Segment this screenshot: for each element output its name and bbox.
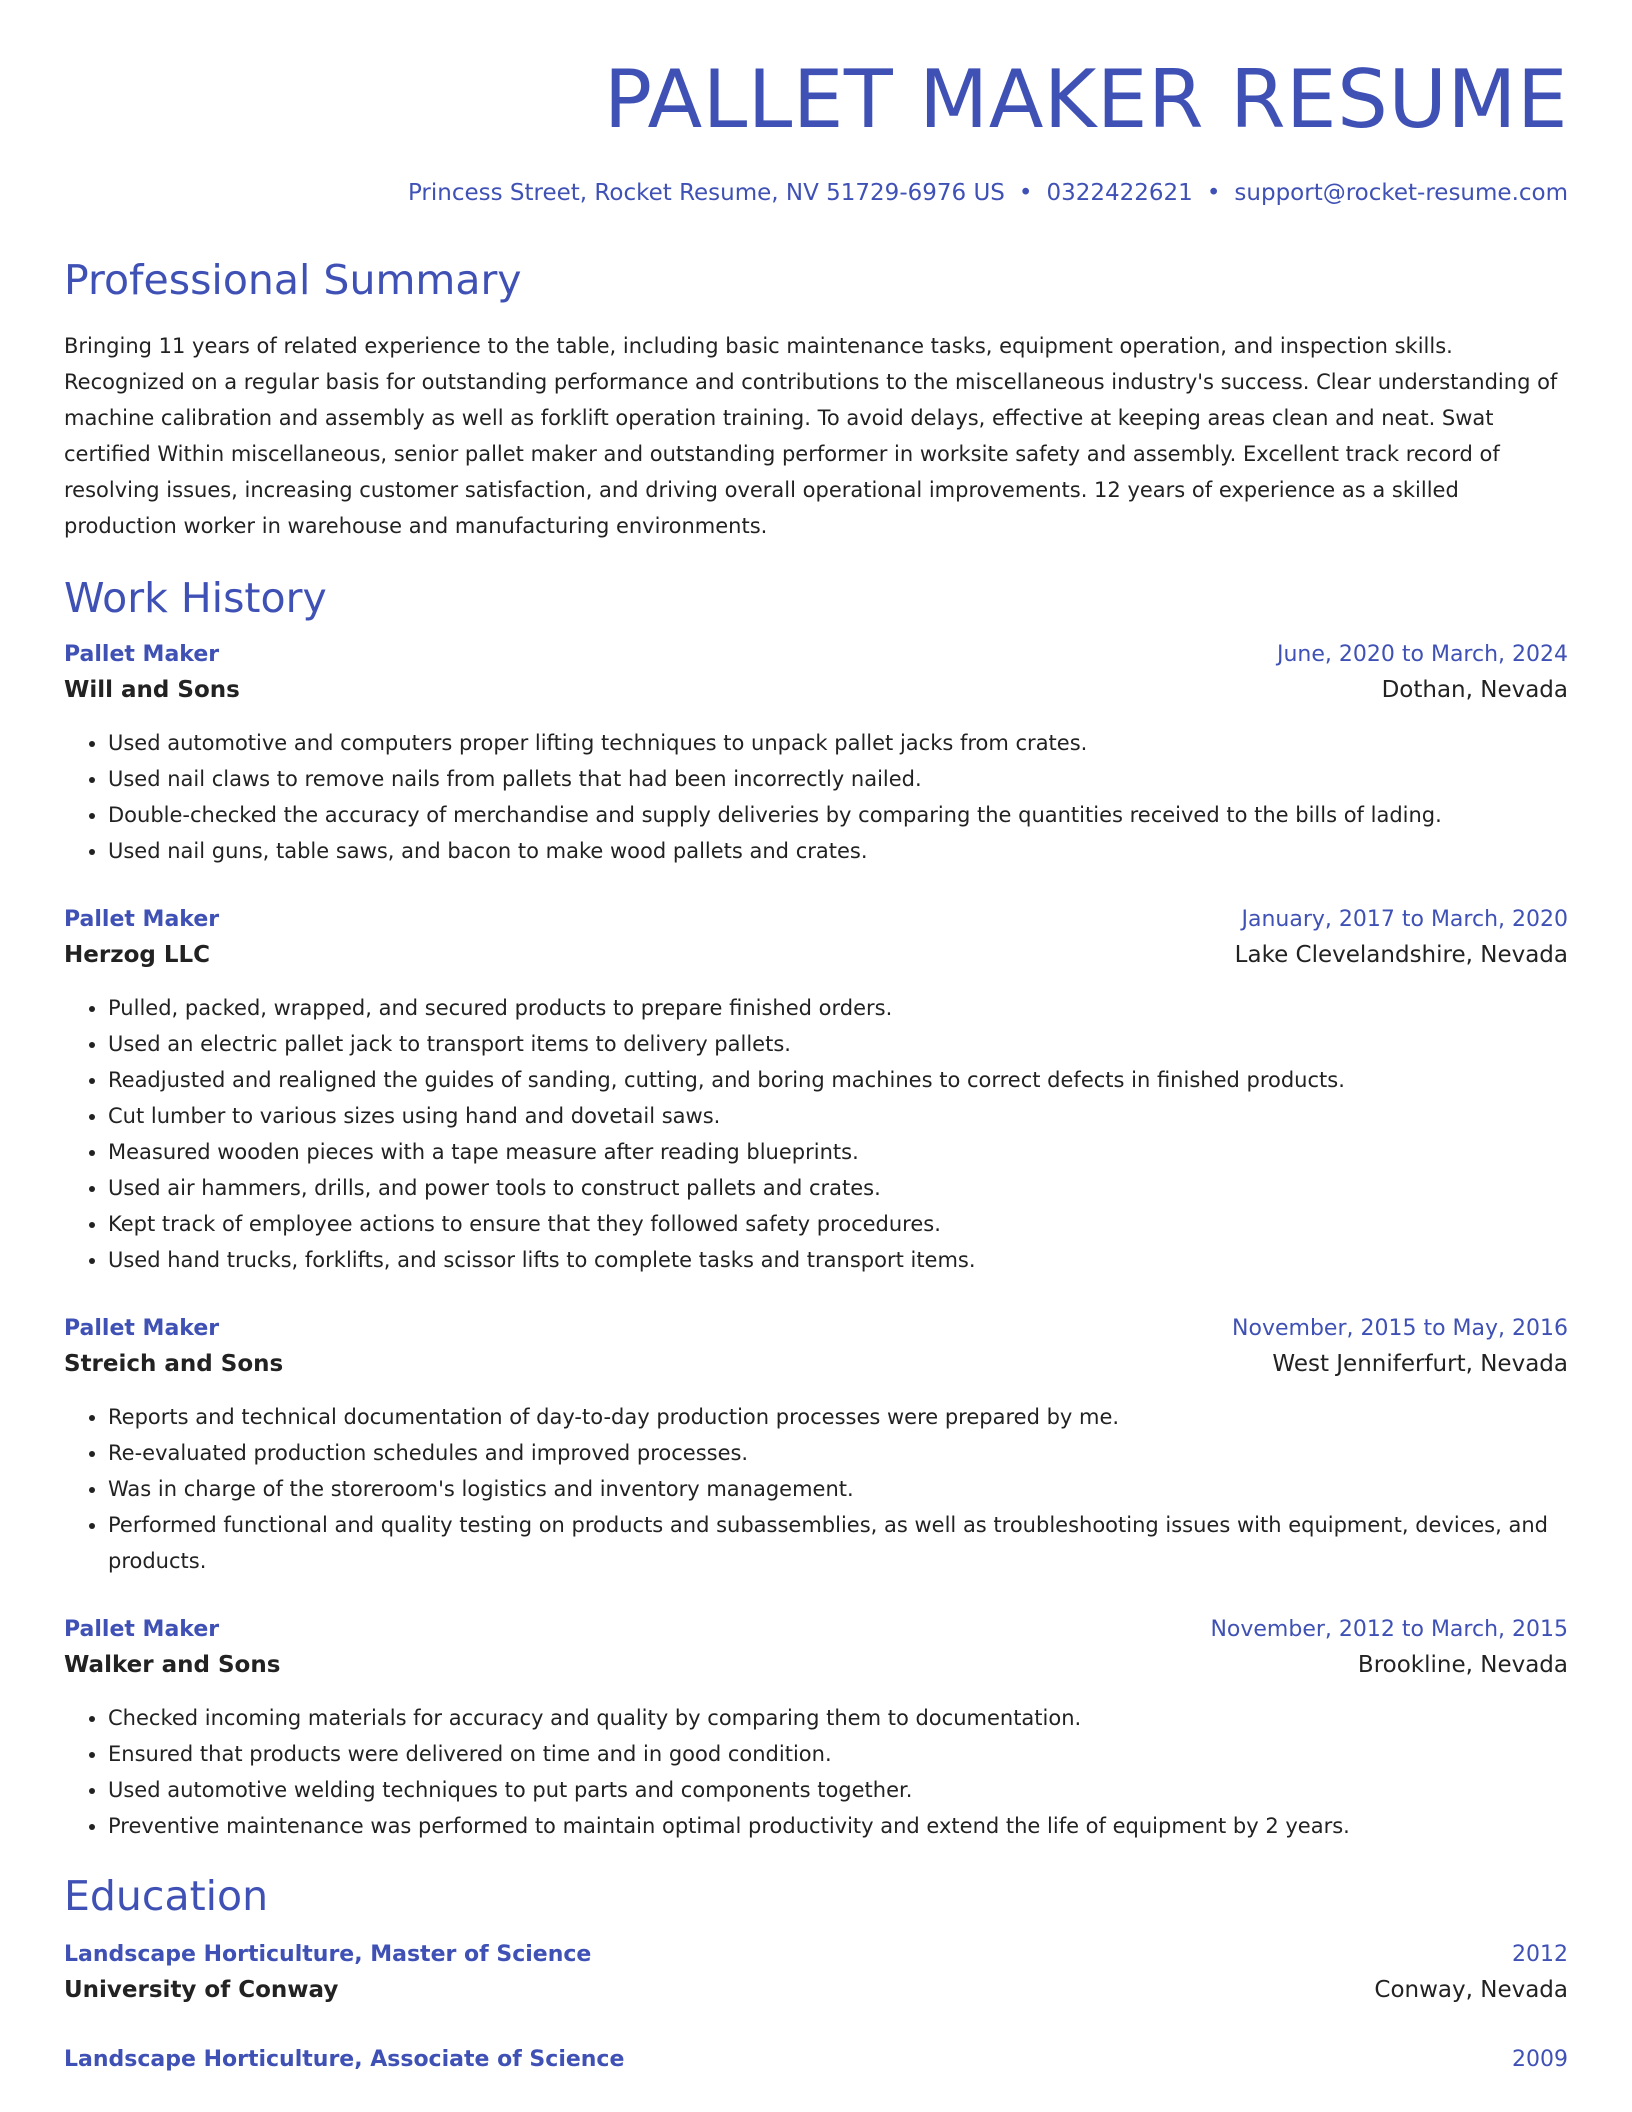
contact-separator: • — [1206, 180, 1221, 206]
job-title: Pallet Maker — [64, 642, 220, 667]
job-location: Dothan, Nevada — [1381, 677, 1568, 703]
job-bullet: • Was in charge of the storeroom's logistics and inventory management. — [108, 1471, 1568, 1507]
job-bullet: • Double-checked the accuracy of merchandise and supply deliveries by comparing the quantities received to the bills of lading. — [108, 797, 1568, 833]
employer: Will and Sons — [64, 677, 240, 703]
job-dates: November, 2015 to May, 2016 — [1232, 1316, 1568, 1341]
resume-page — [64, 0, 1568, 2072]
job-dates: January, 2017 to March, 2020 — [1241, 907, 1568, 932]
job-entry — [64, 1617, 1568, 1844]
job-bullet: • Used nail claws to remove nails from pallets that had been incorrectly nailed. — [108, 761, 1568, 797]
job-location: West Jenniferfurt, Nevada — [1272, 1351, 1568, 1377]
page-title: PALLET MAKER RESUME — [603, 53, 1568, 146]
job-bullet: • Performed functional and quality testing on products and subassemblies, as well as troubleshooting issues with equipment, devices, and products. — [108, 1507, 1568, 1579]
job-dates: November, 2012 to March, 2015 — [1210, 1617, 1568, 1642]
education-subheader — [64, 1977, 1568, 2003]
summary-heading: Professional Summary — [64, 256, 522, 304]
job-bullets — [64, 725, 1568, 869]
contact-phone[interactable]: 0322422621 — [1046, 180, 1193, 206]
job-bullet: • Used automotive and computers proper lifting techniques to unpack pallet jacks from crates. — [108, 725, 1568, 761]
school-location: Conway, Nevada — [1374, 1977, 1568, 2003]
job-bullet: • Checked incoming materials for accuracy and quality by comparing them to documentation. — [108, 1700, 1568, 1736]
education-entry — [64, 1942, 1568, 2003]
contact-line — [64, 180, 1568, 206]
work-history-heading: Work History — [64, 574, 327, 622]
job-bullets — [64, 1700, 1568, 1844]
job-bullet: • Measured wooden pieces with a tape measure after reading blueprints. — [108, 1134, 1568, 1170]
summary-text: Bringing 11 years of related experience to the table, including basic maintenance tasks, equipment operation, and inspection skills. Recognized on a regular basis for outstanding performance and contributions to the miscellaneous industry's success. Clear understanding of machine calibration and assembly as well as forklift operation training. To avoid delays, effective at keeping areas clean and neat. Swat certified Within miscellaneous, senior pallet maker and outstanding performer in worksite safety and assembly. Excellent track record of resolving issues, increasing customer satisfaction, and driving overall operational improvements. 12 years of experience as a skilled production worker in warehouse and manufacturing environments. — [64, 334, 1558, 538]
job-subheader — [64, 677, 1568, 703]
job-bullet: • Ensured that products were delivered on time and in good condition. — [108, 1736, 1568, 1772]
job-bullet: • Used an electric pallet jack to transport items to delivery pallets. — [108, 1026, 1568, 1062]
job-title: Pallet Maker — [64, 1316, 220, 1341]
job-bullet: • Reports and technical documentation of day-to-day production processes were prepared by me. — [108, 1399, 1568, 1435]
job-bullet: • Readjusted and realigned the guides of sanding, cutting, and boring machines to correct defects in finished products. — [108, 1062, 1568, 1098]
graduation-year: 2009 — [1512, 2047, 1568, 2072]
graduation-year: 2012 — [1512, 1942, 1568, 1967]
education-entry — [64, 2047, 1568, 2072]
degree: Landscape Horticulture, Master of Science — [64, 1942, 592, 1967]
job-location: Brookline, Nevada — [1357, 1652, 1568, 1678]
employer: Herzog LLC — [64, 942, 211, 968]
school-name: University of Conway — [64, 1977, 339, 2003]
job-bullet: • Re-evaluated production schedules and improved processes. — [108, 1435, 1568, 1471]
contact-email[interactable]: support@rocket-resume.com — [1234, 180, 1568, 206]
job-entry — [64, 1316, 1568, 1579]
employer: Streich and Sons — [64, 1351, 284, 1377]
job-bullet: • Pulled, packed, wrapped, and secured products to prepare finished orders. — [108, 990, 1568, 1026]
contact-separator: • — [1018, 180, 1033, 206]
job-title: Pallet Maker — [64, 907, 220, 932]
job-bullet: • Used automotive welding techniques to put parts and components together. — [108, 1772, 1568, 1808]
education-heading: Education — [64, 1872, 269, 1920]
job-header — [64, 907, 1568, 932]
job-subheader — [64, 1351, 1568, 1377]
job-bullet: • Kept track of employee actions to ensure that they followed safety procedures. — [108, 1206, 1568, 1242]
education-header — [64, 2047, 1568, 2072]
job-location: Lake Clevelandshire, Nevada — [1234, 942, 1568, 968]
job-bullet: • Used air hammers, drills, and power tools to construct pallets and crates. — [108, 1170, 1568, 1206]
job-bullets — [64, 990, 1568, 1278]
job-bullet: • Cut lumber to various sizes using hand and dovetail saws. — [108, 1098, 1568, 1134]
job-bullet: • Preventive maintenance was performed to maintain optimal productivity and extend the life of equipment by 2 years. — [108, 1808, 1568, 1844]
job-subheader — [64, 942, 1568, 968]
job-header — [64, 642, 1568, 667]
contact-address: Princess Street, Rocket Resume, NV 51729-6976 US — [407, 180, 1005, 206]
job-dates: June, 2020 to March, 2024 — [1277, 642, 1568, 667]
job-title: Pallet Maker — [64, 1617, 220, 1642]
job-header — [64, 1316, 1568, 1341]
degree: Landscape Horticulture, Associate of Science — [64, 2047, 625, 2072]
employer: Walker and Sons — [64, 1652, 281, 1678]
job-header — [64, 1617, 1568, 1642]
job-entry — [64, 907, 1568, 1278]
job-bullets — [64, 1399, 1568, 1579]
job-bullet: • Used nail guns, table saws, and bacon to make wood pallets and crates. — [108, 833, 1568, 869]
job-bullet: • Used hand trucks, forklifts, and scissor lifts to complete tasks and transport items. — [108, 1242, 1568, 1278]
education-header — [64, 1942, 1568, 1967]
job-subheader — [64, 1652, 1568, 1678]
job-entry — [64, 642, 1568, 869]
